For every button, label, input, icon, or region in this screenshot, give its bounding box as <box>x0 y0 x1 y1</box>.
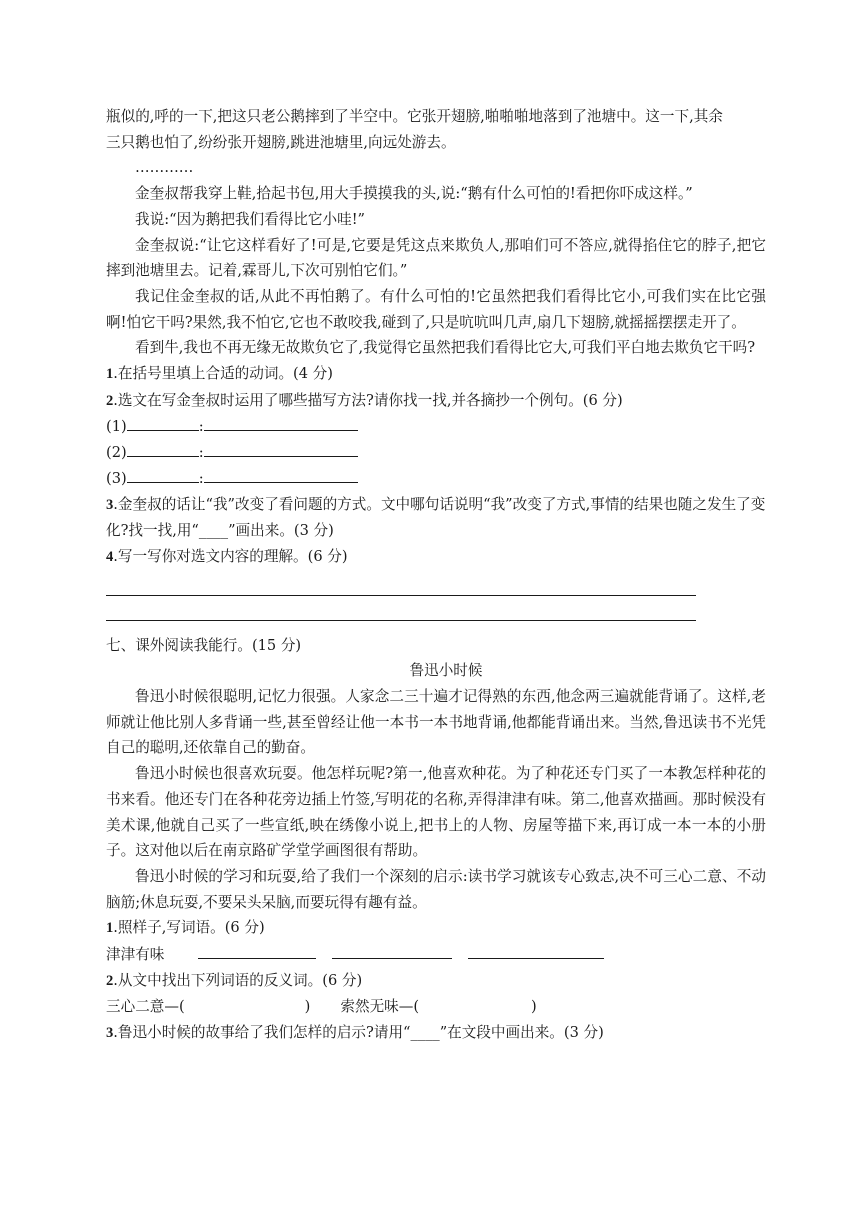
answer-blank[interactable] <box>204 468 358 483</box>
example-word: 津津有味 <box>106 946 165 964</box>
answer-blank[interactable] <box>198 944 316 959</box>
passage-paragraph: 鲁迅小时候也很喜欢玩耍。他怎样玩呢?第一,他喜欢种花。为了种花还专门买了一本教怎样种花的书来看。他还专门在各种花旁边插上竹签,写明花的名称,弄得津津有味。第二,他喜欢描画。那时候没有美术课,他就自己买了一些宣纸,映在绣像小说上,把书上的人物、房屋等描下来,再订成一本一本的小册子。这对他以后在南京路矿学堂学画图很有帮助。 <box>106 765 766 860</box>
blank-label: (3) <box>106 469 127 487</box>
word-example-row <box>106 942 766 968</box>
passage-line: 瓶似的,呼的一下,把这只老公鹅摔到了半空中。它张开翅膀,啪啪啪地落到了池塘中。这一下,其余 <box>106 108 723 125</box>
passage-paragraph: 看到牛,我也不再无缘无故欺负它了,我觉得它虽然把我们看得比它大,可我们平白地去欺负它干吗? <box>135 339 756 357</box>
passage-paragraph: 我记住金奎叔的话,从此不再怕鹅了。有什么可怕的!它虽然把我们看得比它小,可我们实在比它强啊!怕它干吗?果然,我不怕它,它也不敢咬我,碰到了,只是吭吭叫几声,扇几下翅膀,就摇摇摆摆走开了。 <box>106 287 766 331</box>
question-2: 2.选文在写金奎叔时运用了哪些描写方法?请你找一找,并各摘抄一个例句。(6 分) <box>106 391 623 409</box>
passage-paragraph: 金奎叔说:“让它这样看好了!可是,它要是凭这点来欺负人,那咱们可不答应,就得掐住它的脖子,把它摔到池塘里去。记着,霖哥儿,下次可别怕它们。” <box>106 236 766 280</box>
answer-blank[interactable] <box>468 944 604 959</box>
passage-paragraph: 我说:“因为鹅把我们看得比它小哇!” <box>135 210 366 228</box>
passage-title: 鲁迅小时候 <box>409 662 483 680</box>
blank-label: (2) <box>106 444 127 462</box>
blank-label: (1) <box>106 418 127 436</box>
answer-row-3: (3) : <box>106 466 766 492</box>
antonym-prompt: 三心二意—( <box>106 998 185 1016</box>
answer-blank[interactable] <box>127 416 199 431</box>
answer-line[interactable] <box>106 571 696 596</box>
passage-paragraph: 鲁迅小时候的学习和玩耍,给了我们一个深刻的启示:读书学习就该专心致志,决不可三心二意、不动脑筋;休息玩耍,不要呆头呆脑,而要玩得有趣有益。 <box>106 867 766 911</box>
question-7-1: 1.照样子,写词语。(6 分) <box>106 919 265 937</box>
answer-line[interactable] <box>106 596 696 621</box>
question-7-3: 3.鲁迅小时候的故事给了我们怎样的启示?请用“____”在文段中画出来。(3 分) <box>106 1024 604 1042</box>
answer-row-2: (2) : <box>106 440 766 466</box>
answer-blank[interactable] <box>204 442 358 457</box>
antonym-prompt: 索然无味—( <box>340 998 420 1016</box>
document-page <box>106 104 766 1047</box>
passage-paragraph: 鲁迅小时候很聪明,记忆力很强。人家念二三十遍才记得熟的东西,他念两三遍就能背诵了。这样,老师就让他比别人多背诵一些,甚至曾经让他一本书一本书地背诵,他都能背诵出来。当然,鲁迅读书不光凭自己的聪明,还依靠自己的勤奋。 <box>106 688 766 757</box>
passage-paragraph: 金奎叔帮我穿上鞋,拾起书包,用大手摸摸我的头,说:“鹅有什么可怕的!看把你吓成这样。” <box>135 185 693 203</box>
question-3: 3.金奎叔的话让“我”改变了看问题的方式。文中哪句话说明“我”改变了方式,事情的结果也随之发生了变化?找一找,用“____”画出来。(3 分) <box>106 495 766 540</box>
question-4: 4.写一写你对选文内容的理解。(6 分) <box>106 547 348 565</box>
answer-blank[interactable] <box>127 468 199 483</box>
question-7-2: 2.从文中找出下列词语的反义词。(6 分) <box>106 971 363 989</box>
answer-blank[interactable] <box>204 416 358 431</box>
antonym-row: 三心二意—( ) 索然无味—( ) <box>106 998 537 1016</box>
section-heading: 七、课外阅读我能行。(15 分) <box>106 636 302 654</box>
passage-line: 三只鹅也怕了,纷纷张开翅膀,跳进池塘里,向远处游去。 <box>106 133 456 151</box>
answer-row-1: (1) : <box>106 414 766 440</box>
question-1: 1.在括号里填上合适的动词。(4 分) <box>106 365 333 383</box>
answer-blank[interactable] <box>332 944 452 959</box>
answer-blank[interactable] <box>127 442 199 457</box>
ellipsis: ………… <box>135 159 194 177</box>
